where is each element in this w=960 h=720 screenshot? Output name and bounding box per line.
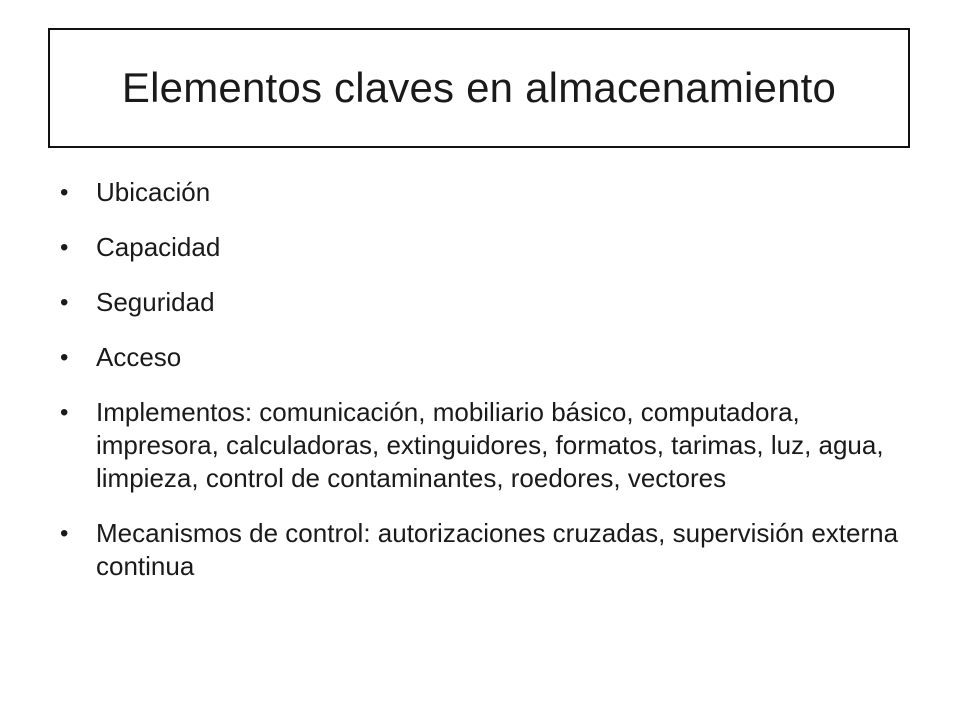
bullet-item-seguridad	[60, 286, 900, 319]
bullet-icon: •	[60, 289, 69, 316]
slide-title: Elementos claves en almacenamiento	[121, 64, 837, 111]
bullet-list	[60, 176, 900, 605]
bullet-item-ubicacion	[60, 176, 900, 209]
bullet-icon: •	[60, 399, 69, 426]
bullet-text: Mecanismos de control: autorizaciones cruzadas, supervisión externa continua	[96, 518, 899, 581]
bullet-icon: •	[60, 179, 69, 206]
bullet-item-acceso	[60, 341, 900, 374]
bullet-icon: •	[60, 520, 69, 547]
bullet-item-mecanismos	[60, 517, 900, 583]
bullet-item-capacidad	[60, 231, 900, 264]
bullet-item-implementos	[60, 396, 900, 495]
bullet-text: Capacidad	[96, 232, 221, 262]
title-box	[48, 28, 910, 148]
bullet-text: Implementos: comunicación, mobiliario básico, computadora, impresora, calculadoras, extinguidores, formatos, tarimas, luz, agua, limpieza, control de contaminantes, roedores, vectores	[96, 397, 884, 493]
bullet-text: Seguridad	[96, 287, 215, 317]
bullet-text: Acceso	[96, 342, 182, 372]
bullet-icon: •	[60, 234, 69, 261]
bullet-icon: •	[60, 344, 69, 371]
bullet-text: Ubicación	[96, 177, 211, 207]
